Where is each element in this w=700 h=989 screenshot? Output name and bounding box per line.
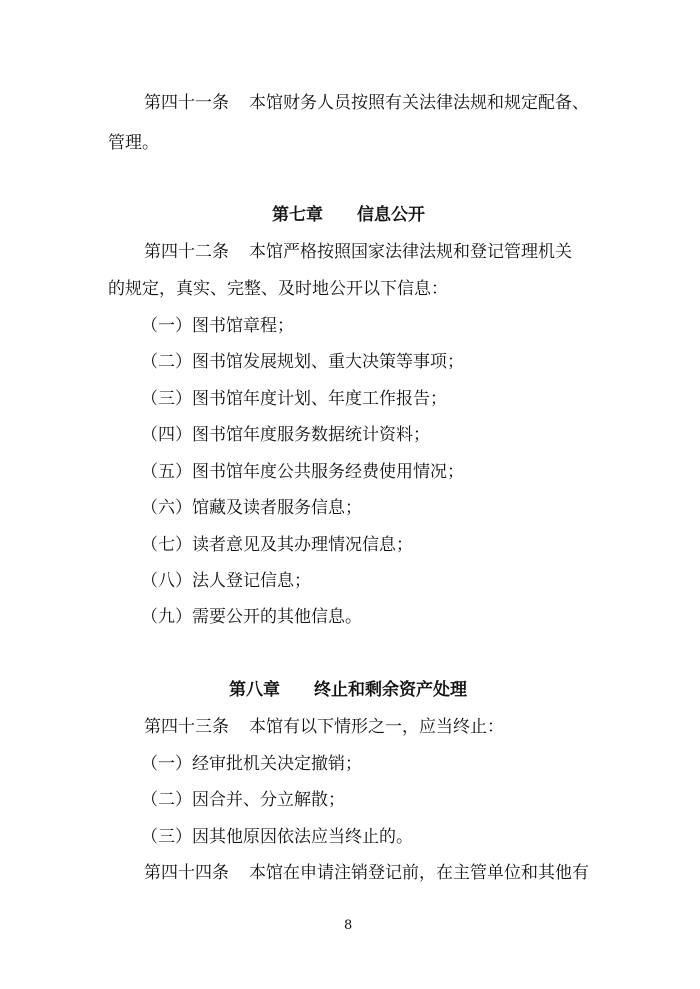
article-41-line-1 bbox=[144, 92, 589, 114]
article-42-item-4: （四）图书馆年度服务数据统计资料； bbox=[141, 425, 430, 445]
article-42-item-1: （一）图书馆章程； bbox=[141, 316, 294, 336]
article-43-item-3: （三）因其他原因依法应当终止的。 bbox=[141, 827, 413, 847]
chapter-7-title: 信息公开 bbox=[357, 205, 425, 225]
article-42-line-2: 的规定，真实、完整、及时地公开以下信息： bbox=[108, 279, 448, 299]
article-44-text: 本馆在申请注销登记前，在主管单位和其他有 bbox=[249, 863, 589, 883]
article-42-text: 本馆严格按照国家法律法规和登记管理机关 bbox=[249, 242, 572, 262]
article-43-number: 第四十三条 bbox=[144, 717, 229, 737]
article-44-number: 第四十四条 bbox=[144, 863, 229, 883]
article-42-line-1 bbox=[144, 241, 572, 263]
article-42-item-8: （八）法人登记信息； bbox=[141, 571, 311, 591]
article-42-number: 第四十二条 bbox=[144, 242, 229, 262]
page-number: 8 bbox=[344, 918, 353, 933]
article-43-item-1: （一）经审批机关决定撤销； bbox=[141, 754, 362, 774]
article-42-item-5: （五）图书馆年度公共服务经费使用情况； bbox=[141, 462, 464, 482]
article-41-text: 本馆财务人员按照有关法律法规和规定配备、 bbox=[249, 93, 589, 113]
chapter-8-heading bbox=[229, 679, 467, 701]
article-42-item-3: （三）图书馆年度计划、年度工作报告； bbox=[141, 389, 447, 409]
article-42-item-7: （七）读者意见及其办理情况信息； bbox=[141, 535, 413, 555]
article-42-item-6: （六）馆藏及读者服务信息； bbox=[141, 498, 362, 518]
article-44-line-1 bbox=[144, 862, 589, 884]
article-43-text: 本馆有以下情形之一，应当终止： bbox=[249, 717, 504, 737]
chapter-7-heading bbox=[272, 204, 425, 226]
chapter-8-title: 终止和剩余资产处理 bbox=[314, 680, 467, 700]
chapter-8-label: 第八章 bbox=[229, 680, 280, 700]
article-43-item-2: （二）因合并、分立解散； bbox=[141, 790, 345, 810]
article-42-item-2: （二）图书馆发展规划、重大决策等事项； bbox=[141, 352, 464, 372]
chapter-7-label: 第七章 bbox=[272, 205, 323, 225]
article-42-item-9: （九）需要公开的其他信息。 bbox=[141, 607, 362, 627]
article-41-number: 第四十一条 bbox=[144, 93, 229, 113]
article-43-line-1 bbox=[144, 716, 504, 738]
article-41-line-2: 管理。 bbox=[108, 133, 159, 153]
